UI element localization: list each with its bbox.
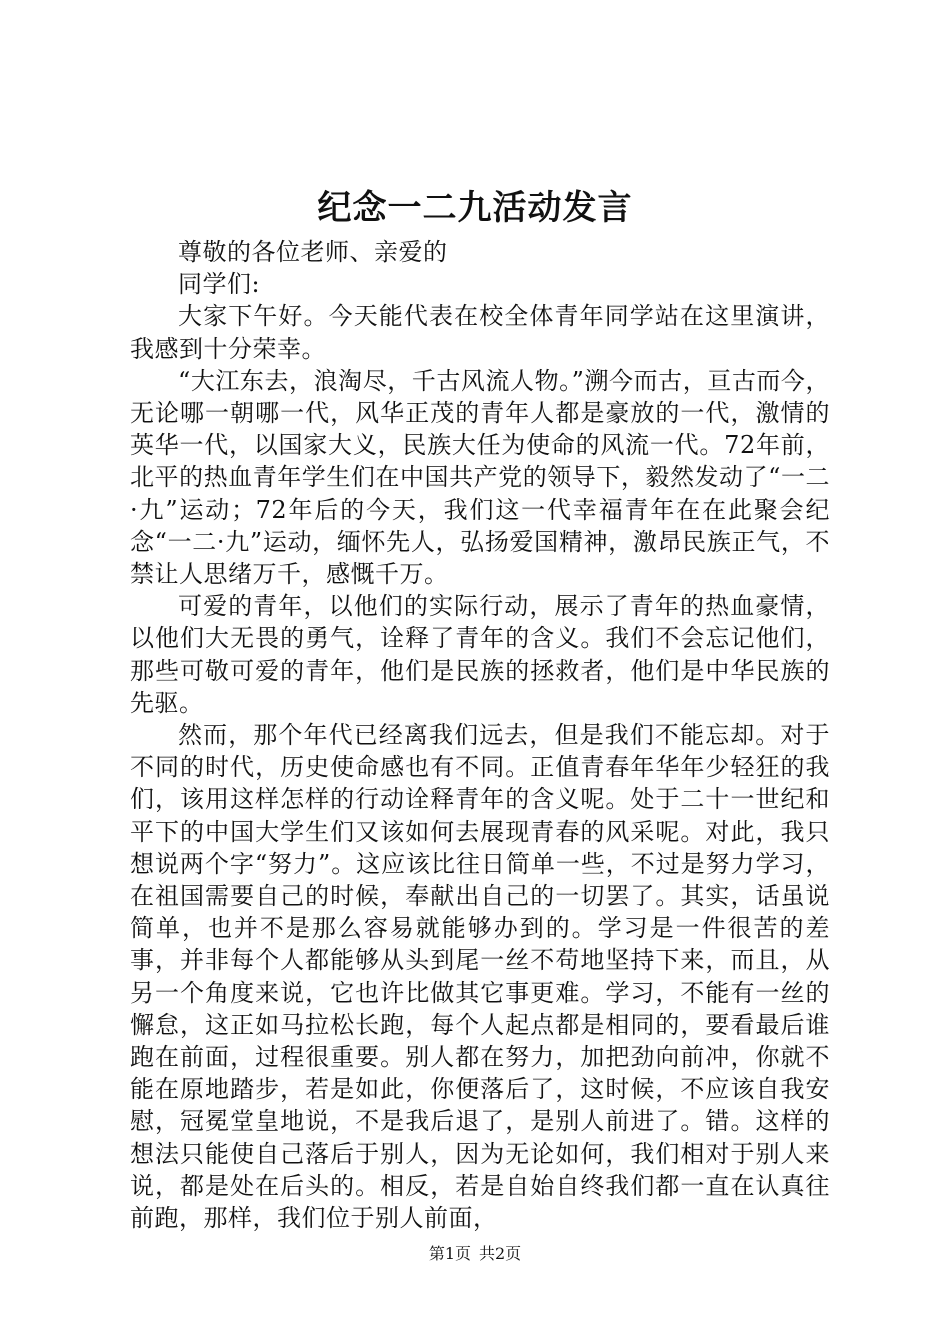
document-title: 纪念一二九活动发言	[317, 188, 633, 228]
paragraph-history: “大江东去，浪淘尽，千古风流人物。”溯今而古，亘古而今，无论哪一朝哪一代，风华正茂的青年人都是豪放的一代，激情的英华一代，以国家大义，民族大任为使命的风流一代。72年前，北平的热血青年学生们在中国共产党的领导下，毅然发动了“一二·九”运动；72年后的今天，我们这一代幸福青年在在此聚会纪念“一二·九”运动，缅怀先人，弘扬爱国精神，激昂民族正气，不禁让人思绪万千，感慨千万。	[130, 366, 830, 589]
paragraph-youth: 可爱的青年，以他们的实际行动，展示了青年的热血豪情，以他们大无畏的勇气，诠释了青年的含义。我们不会忘记他们，那些可敬可爱的青年，他们是民族的拯救者，他们是中华民族的先驱。	[130, 592, 830, 717]
paragraph-effort: 然而，那个年代已经离我们远去，但是我们不能忘却。对于不同的时代，历史使命感也有不同。正值青春年华年少轻狂的我们，该用这样怎样的行动诠释青年的含义呢。处于二十一世纪和平下的中国大学生们又该如何去展现青春的风采呢。对此，我只想说两个字“努力”。这应该比往日简单一些，不过是努力学习，在祖国需要自己的时候，奉献出自己的一切罢了。其实，话虽说简单，也并不是那么容易就能够办到的。学习是一件很苦的差事，并非每个人都能够从头到尾一丝不苟地坚持下来，而且，从另一个角度来说，它也许比做其它事更难。学习，不能有一丝的懈怠，这正如马拉松长跑，每个人起点都是相同的，要看最后谁跑在前面，过程很重要。别人都在努力，加把劲向前冲，你就不能在原地踏步，若是如此，你便落后了，这时候，不应该自我安慰，冠冕堂皇地说，不是我后退了，是别人前进了。错。这样的想法只能使自己落后于别人，因为无论如何，我们相对于别人来说，都是处在后头的。相反，若是自始自终我们都一直在认真往前跑，那样，我们位于别人前面，	[130, 721, 830, 1233]
paragraph-greeting: 大家下午好。今天能代表在校全体青年同学站在这里演讲，我感到十分荣幸。	[130, 302, 830, 363]
salutation-line-1: 尊敬的各位老师、亲爱的	[178, 238, 448, 266]
salutation-line-2: 同学们:	[178, 270, 261, 299]
page-total: 共2页	[479, 1244, 522, 1263]
document-body	[130, 236, 830, 1234]
page-footer	[0, 1242, 950, 1266]
page-number: 第1页	[428, 1244, 471, 1263]
